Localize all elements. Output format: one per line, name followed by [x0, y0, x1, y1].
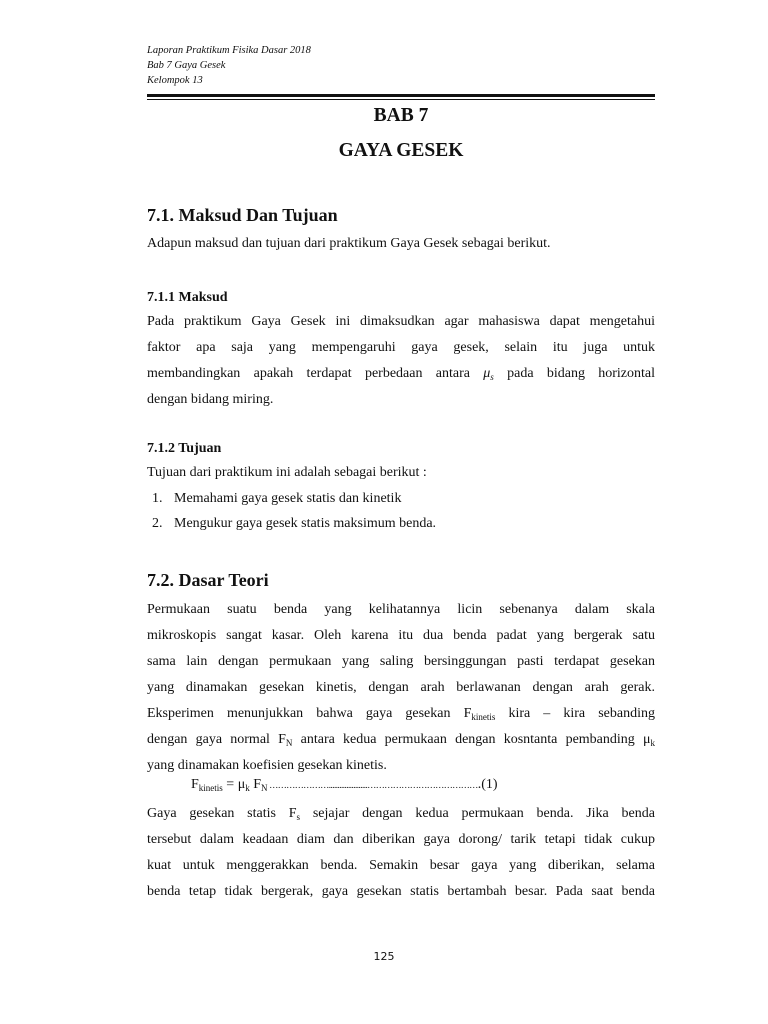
text-run: sejajar dengan kedua permukaan benda. Jika benda — [300, 806, 655, 821]
paragraph-line: yang dinamakan koefisien gesekan kinetis. — [147, 758, 387, 773]
chapter-number: BAB 7 — [373, 105, 429, 126]
text-run: Eksperimen menunjukkan bahwa gaya gesekan F — [147, 706, 472, 721]
header-rule-thick — [147, 94, 655, 97]
eq-operator: = μ — [222, 777, 246, 792]
eq-lhs-subscript: kinetis — [198, 783, 223, 793]
eq-number: .(1) — [477, 777, 498, 792]
text-run: dengan gaya normal F — [147, 732, 286, 747]
maksud-line-3 — [147, 361, 655, 387]
eq-rhs: F — [249, 777, 261, 792]
subscript: kinetis — [471, 712, 496, 722]
tujuan-list-item — [152, 491, 401, 507]
maksud-line-3-pre: membandingkan apakah terdapat perbedaan antara — [147, 366, 470, 381]
chapter-title: GAYA GESEK — [338, 140, 464, 161]
mu-subscript: s — [490, 372, 494, 382]
paragraph-line: benda tetap tidak bergerak, gaya gesekan statis bertambah besar. Pada saat benda — [147, 884, 655, 899]
subsection-heading-maksud: 7.1.1 Maksud — [147, 290, 228, 305]
paragraph-line — [147, 727, 655, 753]
subsection-heading-tujuan: 7.1.2 Tujuan — [147, 441, 222, 456]
maksud-line-4: dengan bidang miring. — [147, 392, 274, 407]
list-item-number: 2. — [152, 516, 163, 531]
maksud-line-2: faktor apa saja yang mempengaruhi gaya gesek, selain itu juga untuk — [147, 340, 655, 355]
header-group: Kelompok 13 — [147, 75, 203, 86]
eq-rhs-subscript: N — [261, 783, 268, 793]
eq-mu-subscript: k — [245, 783, 250, 793]
text-run: Gaya gesekan statis F — [147, 806, 297, 821]
eq-leader-dots: …………………......................………………………………… — [267, 780, 478, 790]
header-rule-thin — [147, 99, 655, 100]
running-header — [147, 43, 311, 88]
subscript: k — [650, 738, 655, 748]
tujuan-list-item — [152, 516, 436, 532]
header-chapter: Bab 7 Gaya Gesek — [147, 60, 226, 71]
paragraph-line — [147, 801, 655, 827]
eq-lhs: F — [191, 777, 199, 792]
paragraph-line: yang dinamakan gesekan kinetis, dengan arah berlawanan dengan arah gerak. — [147, 680, 655, 695]
page-number: 125 — [373, 950, 395, 963]
text-run: kira – kira sebanding — [495, 706, 656, 721]
paragraph-line: mikroskopis sangat kasar. Oleh karena itu dua benda padat yang bergerak satu — [147, 628, 655, 643]
list-item-number: 1. — [152, 491, 163, 506]
paragraph-line: Permukaan suatu benda yang kelihatannya licin sebenanya dalam skala — [147, 602, 655, 617]
subscript: s — [296, 812, 301, 822]
list-item-text: Mengukur gaya gesek statis maksimum benda. — [174, 516, 437, 531]
maksud-line-3-post: pada bidang horizontal — [507, 366, 656, 381]
maksud-paragraph — [147, 309, 655, 413]
header-report-title: Laporan Praktikum Fisika Dasar 2018 — [147, 45, 311, 56]
text-run: antara kedua permukaan dengan kosntanta pembanding μ — [292, 732, 651, 747]
paragraph-line — [147, 701, 655, 727]
tujuan-intro: Tujuan dari praktikum ini adalah sebagai berikut : — [147, 465, 427, 480]
dasar-teori-paragraph-2 — [147, 801, 655, 905]
mu-s-symbol — [483, 366, 494, 381]
maksud-line-1: Pada praktikum Gaya Gesek ini dimaksudkan agar mahasiswa dapat mengetahui — [147, 314, 655, 329]
section-7-1-intro: Adapun maksud dan tujuan dari praktikum Gaya Gesek sebagai berikut. — [147, 236, 551, 251]
paragraph-line: kuat untuk menggerakkan benda. Semakin besar gaya yang diberikan, selama — [147, 858, 655, 873]
subscript: N — [285, 738, 293, 748]
section-heading-7-1: 7.1. Maksud Dan Tujuan — [147, 205, 338, 225]
list-item-text: Memahami gaya gesek statis dan kinetik — [174, 491, 402, 506]
dasar-teori-paragraph-1 — [147, 597, 655, 779]
mu-symbol: μ — [483, 366, 491, 381]
paragraph-line: tersebut dalam keadaan diam dan diberikan gaya dorong/ tarik tetapi tidak cukup — [147, 832, 655, 847]
equation-1 — [191, 777, 498, 793]
section-heading-7-2: 7.2. Dasar Teori — [147, 570, 269, 590]
paragraph-line: sama lain dengan permukaan yang saling bersinggungan pasti terdapat gesekan — [147, 654, 655, 669]
